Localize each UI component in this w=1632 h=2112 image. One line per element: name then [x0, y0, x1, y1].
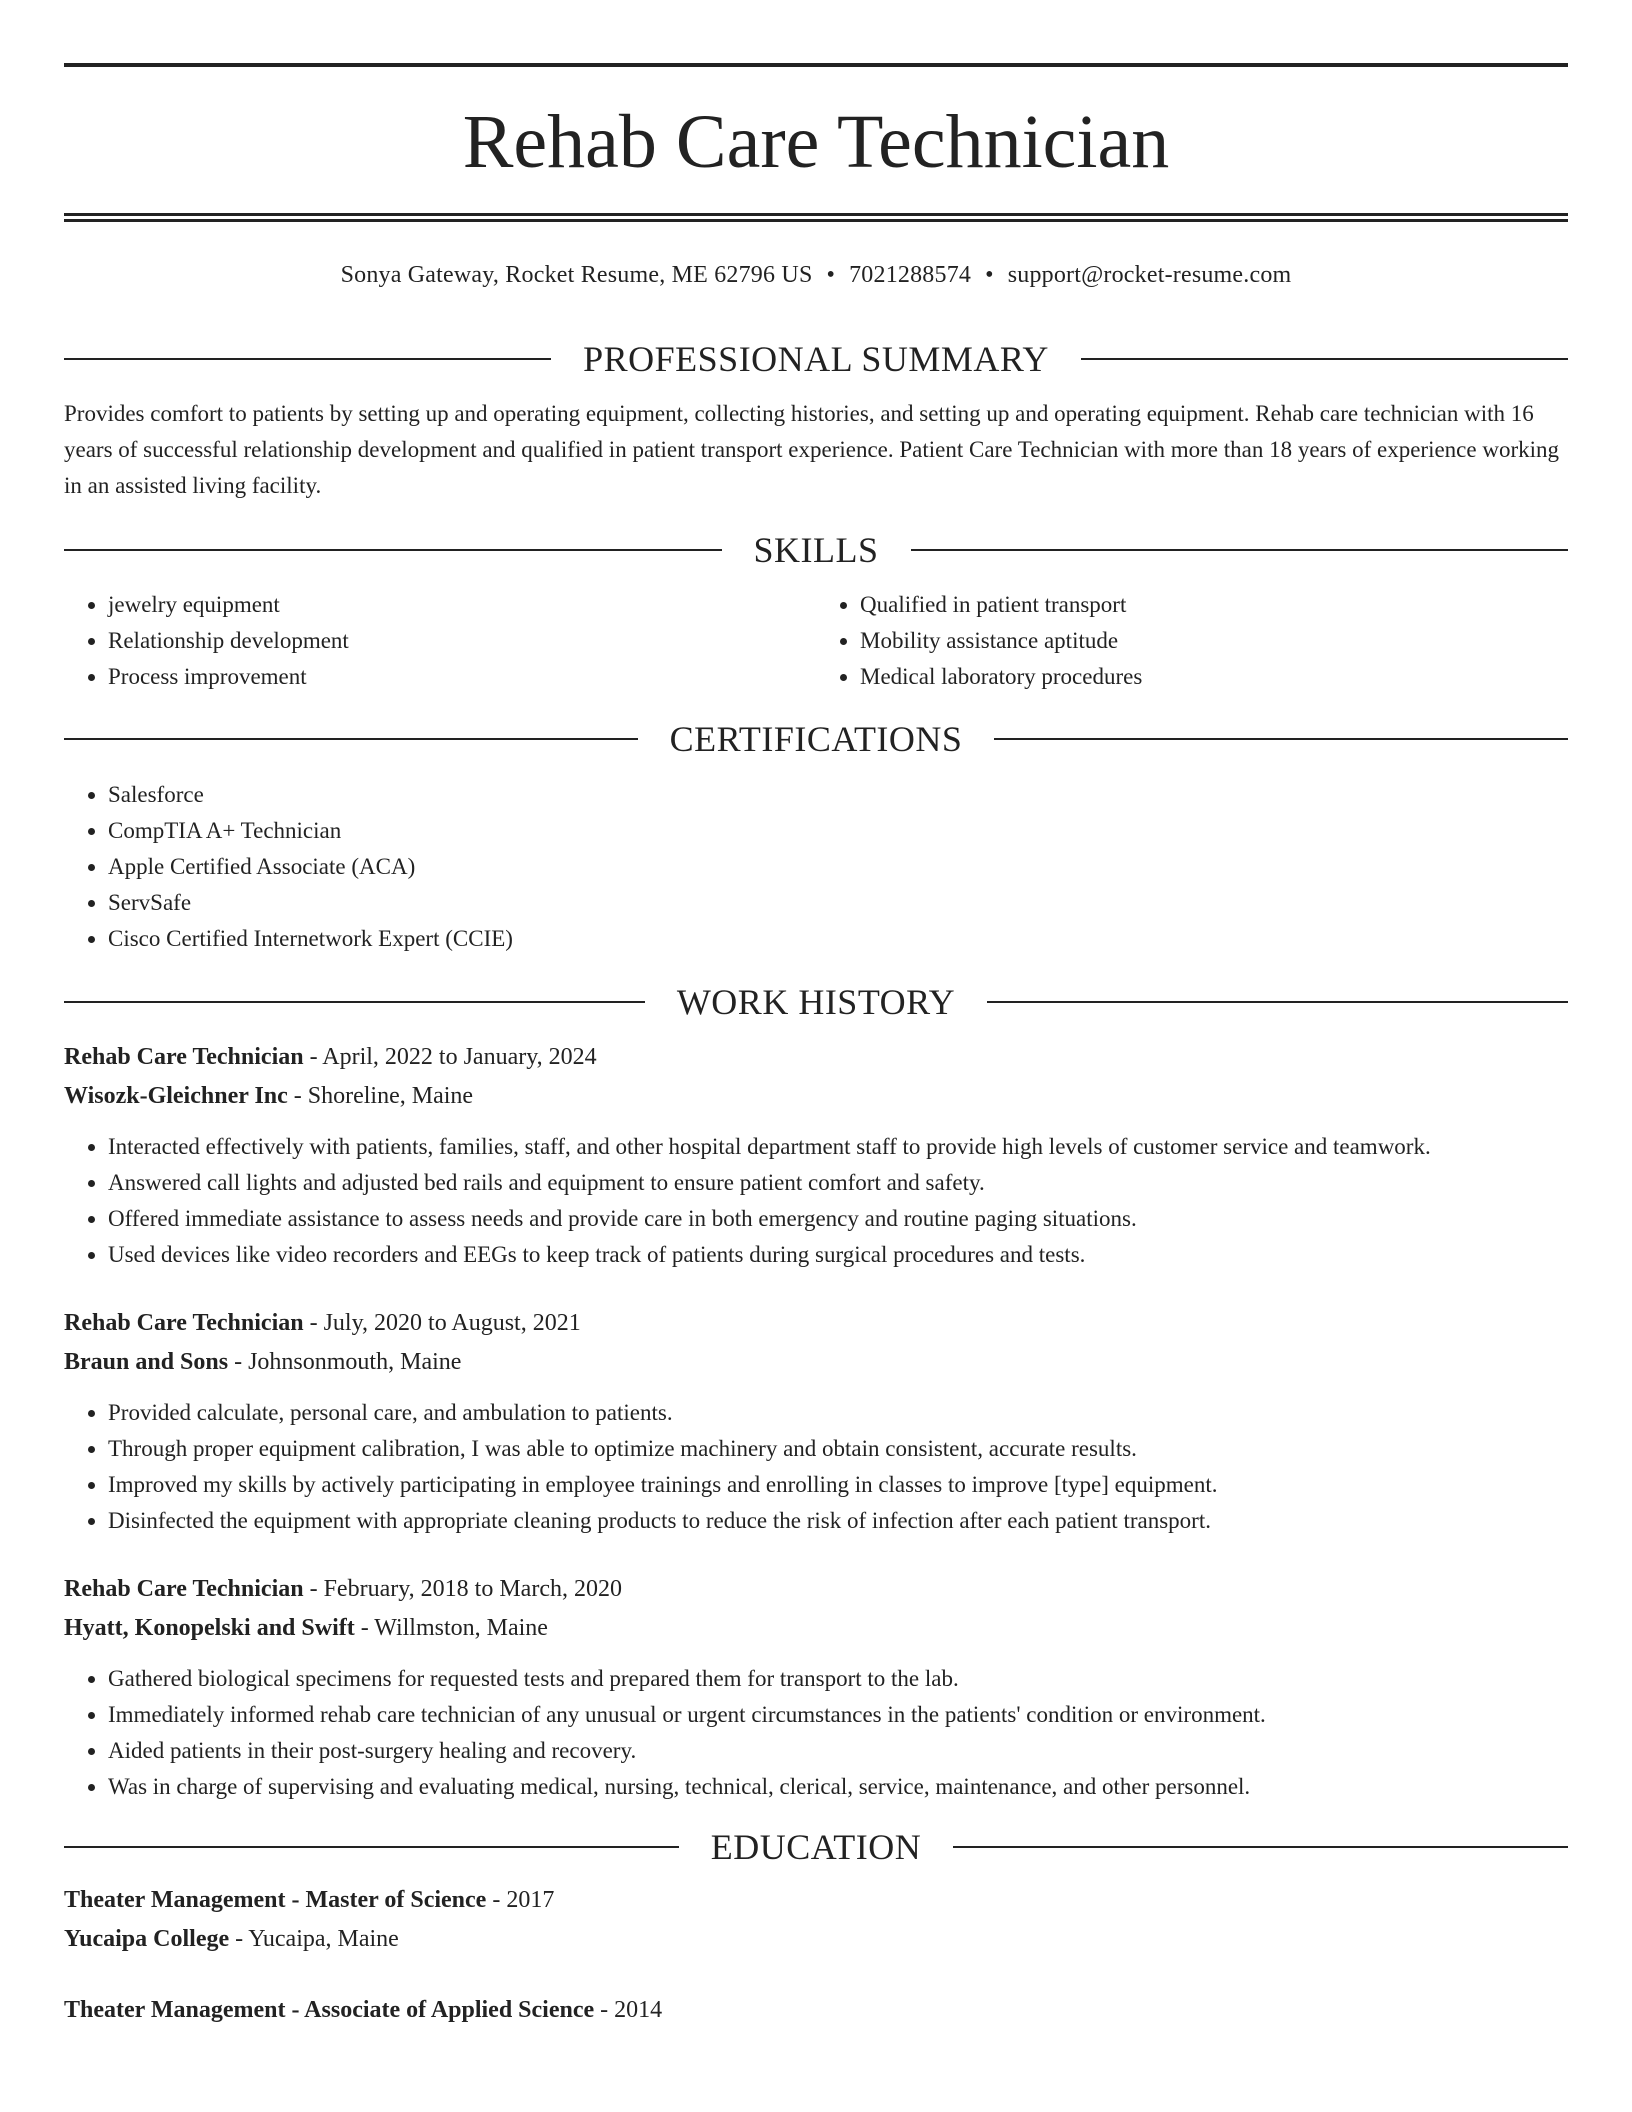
list-item: • Was in charge of supervising and evaluating medical, nursing, technical, clerical, service, maintenance, and other personnel. [108, 1769, 1568, 1805]
section-heading-certifications [64, 719, 1568, 759]
list-item: • ServSafe [108, 885, 1568, 921]
list-item: • Disinfected the equipment with appropriate cleaning products to reduce the risk of infection after each patient transport. [108, 1503, 1568, 1539]
contact-phone: 7021288574 [849, 262, 972, 288]
education-degree-line [64, 1991, 1568, 2030]
list-item: • Interacted effectively with patients, families, staff, and other hospital department staff to provide high levels of customer service and teamwork. [108, 1129, 1568, 1165]
job-entry [64, 1038, 1568, 1273]
job-dates: - July, 2020 to August, 2021 [303, 1310, 581, 1336]
list-item: • Answered call lights and adjusted bed rails and equipment to ensure patient comfort and safety. [108, 1165, 1568, 1201]
list-item: • Used devices like video recorders and EEGs to keep track of patients during surgical procedures and tests. [108, 1237, 1568, 1273]
list-item: • Mobility assistance aptitude [860, 623, 1568, 659]
skills-list-right [816, 587, 1568, 695]
list-item: • Qualified in patient transport [860, 587, 1568, 623]
section-heading-summary [64, 339, 1568, 379]
job-company-line [64, 1343, 1568, 1382]
job-company: Hyatt, Konopelski and Swift [64, 1615, 355, 1641]
list-item: • CompTIA A+ Technician [108, 813, 1568, 849]
job-title: Rehab Care Technician [64, 1310, 304, 1336]
job-title-line [64, 1304, 1568, 1343]
contact-separator: • [985, 262, 994, 288]
section-title: PROFESSIONAL SUMMARY [583, 339, 1049, 379]
education-degree: Theater Management - Associate of Applied Science [64, 1997, 595, 2023]
list-item: • Gathered biological specimens for requested tests and prepared them for transport to the lab. [108, 1661, 1568, 1697]
job-location: - Johnsonmouth, Maine [228, 1349, 462, 1375]
list-item: • Through proper equipment calibration, I was able to optimize machinery and obtain consistent, accurate results. [108, 1431, 1568, 1467]
job-location: - Shoreline, Maine [287, 1083, 474, 1109]
education-degree: Theater Management - Master of Science [64, 1887, 487, 1913]
list-item: • Medical laboratory procedures [860, 659, 1568, 695]
education-entry [64, 1991, 1568, 2030]
list-item: • Apple Certified Associate (ACA) [108, 849, 1568, 885]
skills-list-left [64, 587, 816, 695]
education-location: - Yucaipa, Maine [229, 1926, 399, 1952]
header-double-rule [64, 213, 1568, 222]
section-title: WORK HISTORY [676, 982, 956, 1022]
job-company: Braun and Sons [64, 1349, 229, 1375]
education-degree-line [64, 1881, 1568, 1920]
job-title: Rehab Care Technician [64, 1044, 304, 1070]
job-bullets [64, 1661, 1568, 1805]
resume-content [64, 0, 1568, 2030]
job-entry [64, 1570, 1568, 1805]
list-item: • jewelry equipment [108, 587, 816, 623]
list-item: • Immediately informed rehab care technician of any unusual or urgent circumstances in the patients' condition or environment. [108, 1697, 1568, 1733]
job-title-line [64, 1570, 1568, 1609]
job-entry [64, 1304, 1568, 1539]
section-title: CERTIFICATIONS [669, 719, 963, 759]
education-school-line [64, 1920, 1568, 1959]
job-dates: - April, 2022 to January, 2024 [303, 1044, 597, 1070]
list-item: • Offered immediate assistance to assess needs and provide care in both emergency and routine paging situations. [108, 1201, 1568, 1237]
section-heading-education [64, 1827, 1568, 1867]
contact-address: Sonya Gateway, Rocket Resume, ME 62796 US [340, 262, 813, 288]
education-school: Yucaipa College [64, 1926, 230, 1952]
section-title: SKILLS [753, 530, 879, 570]
job-dates: - February, 2018 to March, 2020 [303, 1576, 622, 1602]
job-company-line [64, 1077, 1568, 1116]
contact-email: support@rocket-resume.com [1007, 262, 1292, 288]
job-company-line [64, 1609, 1568, 1648]
contact-separator: • [826, 262, 836, 288]
list-item: • Process improvement [108, 659, 816, 695]
job-title: Rehab Care Technician [64, 1576, 304, 1602]
job-location: - Willmston, Maine [354, 1615, 548, 1641]
list-item: • Aided patients in their post-surgery healing and recovery. [108, 1733, 1568, 1769]
summary-text: Provides comfort to patients by setting up and operating equipment, collecting histories, and setting up and operating equipment. Rehab care technician with 16 years of successful relationship development and qualified in patient transport experience. Patient Care Technician with more than 18 years of experience working in an assisted living facility. [64, 401, 1559, 498]
list-item: • Provided calculate, personal care, and ambulation to patients. [108, 1395, 1568, 1431]
job-title-line [64, 1038, 1568, 1077]
list-item: • Relationship development [108, 623, 816, 659]
skills-columns [64, 587, 1568, 695]
candidate-name: Rehab Care Technician [462, 100, 1170, 184]
section-heading-skills [64, 530, 1568, 570]
job-bullets [64, 1395, 1568, 1539]
contact-line [64, 260, 1568, 290]
list-item: • Cisco Certified Internetwork Expert (CCIE) [108, 921, 1568, 957]
education-year: - 2017 [486, 1887, 555, 1913]
list-item: • Improved my skills by actively participating in employee trainings and enrolling in classes to improve [type] equipment. [108, 1467, 1568, 1503]
certifications-list [64, 777, 1568, 957]
section-title: EDUCATION [710, 1827, 922, 1867]
list-item: • Salesforce [108, 777, 1568, 813]
job-company: Wisozk-Gleichner Inc [64, 1083, 288, 1109]
education-entry [64, 1881, 1568, 1959]
section-heading-work-history [64, 982, 1568, 1022]
job-bullets [64, 1129, 1568, 1273]
education-year: - 2014 [594, 1997, 663, 2023]
